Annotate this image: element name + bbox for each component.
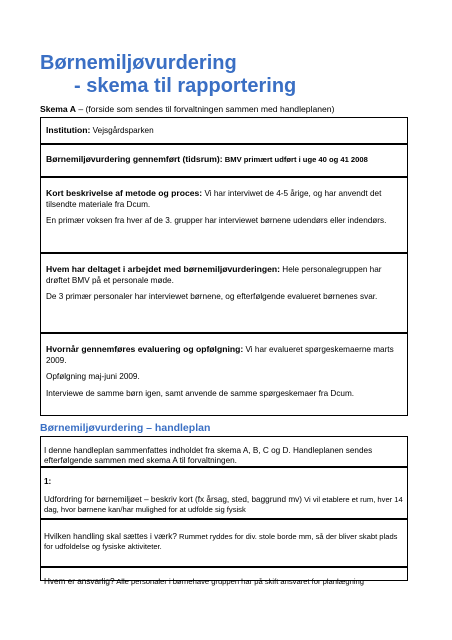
udfordring-text: Vi vil etablere et rum, hver 14 dag, hvor børnene kan/har mulighed for at udfolde sig fysisk: [44, 495, 403, 515]
deltaget-text-1: Hele personalegruppen har drøftet BMV på et personale møde.: [46, 265, 382, 285]
udfordring-row: [40, 467, 408, 519]
evaluering-text-1: Vi har evalueret spørgeskemaerne marts 2009.: [46, 345, 394, 365]
handleplan-intro: I denne handleplan sammenfattes indholdet fra skema A, B, C og D. Handleplanen sendes efterfølgende sammen med skema A til forvaltningen.: [44, 446, 373, 466]
item-number: 1:: [44, 477, 52, 487]
tidsrum-value: BMV primært udført i uge 40 og 41 2008: [222, 155, 368, 164]
handleplan-heading-text: Børnemiljøvurdering – handleplan: [40, 422, 211, 434]
ansvarlig-text: Alle personaler i børnehave gruppen har på skift ansvaret for planlægning: [114, 577, 365, 587]
evaluering-box: [40, 333, 408, 416]
tidsrum-label: Børnemiljøvurdering gennemført (tidsrum):: [46, 154, 223, 164]
metode-text-2: En primær voksen fra hver af de 3. grupper har interviewet børnene udendørs eller indendørs.: [46, 216, 387, 225]
handling-text: Rummet ryddes for div. stole borde mm, så der bliver skabt plads for udfoldelse og fysiske aktiviteter.: [44, 532, 398, 552]
deltaget-text-2: De 3 primær personaler har interviewet børnene, og efterfølgende evalueret børnenes svar.: [46, 292, 378, 301]
skema-a-label: Skema A: [40, 104, 76, 114]
page-title: [40, 52, 296, 98]
handleplan-intro-row: [40, 436, 408, 467]
tidsrum-box: [40, 144, 408, 177]
institution-label: Institution:: [46, 125, 91, 135]
deltaget-box: [40, 253, 408, 333]
handleplan-heading: [40, 422, 210, 434]
metode-label: Kort beskrivelse af metode og proces:: [46, 188, 203, 198]
title-line-2: - skema til rapportering: [74, 75, 297, 97]
handling-label: Hvilken handling skal sættes i værk?: [44, 532, 177, 542]
udfordring-label: Udfordring for børnemiljøet – beskriv kort (fx årsag, sted, baggrund mv): [44, 495, 303, 505]
skema-a-description: – (forside som sendes til forvaltningen sammen med handleplanen): [76, 104, 335, 114]
evaluering-text-3: Interviewe de samme børn igen, samt anvende de samme spørgeskemaer fra Dcum.: [46, 388, 355, 398]
metode-text-1: Vi har interviwet de 4-5 årige, og har anvendt det tilsendte materiale fra Dcum.: [46, 189, 382, 209]
institution-box: [40, 117, 408, 144]
handling-row: [40, 519, 408, 567]
ansvarlig-label: Hvem er ansvarlig?: [44, 577, 115, 587]
metode-box: [40, 177, 408, 253]
evaluering-text-2: Opfølgning maj-juni 2009.: [46, 372, 140, 381]
title-line-1: Børnemiljøvurdering: [40, 52, 237, 74]
deltaget-label: Hvem har deltaget i arbejdet med børnemiljøvurderingen:: [46, 264, 280, 274]
skema-a-caption: [40, 104, 334, 114]
institution-value: Vejsgårdsparken: [90, 126, 154, 135]
evaluering-label: Hvornår gennemføres evaluering og opfølgning:: [46, 344, 244, 354]
ansvarlig-row: [40, 567, 408, 587]
